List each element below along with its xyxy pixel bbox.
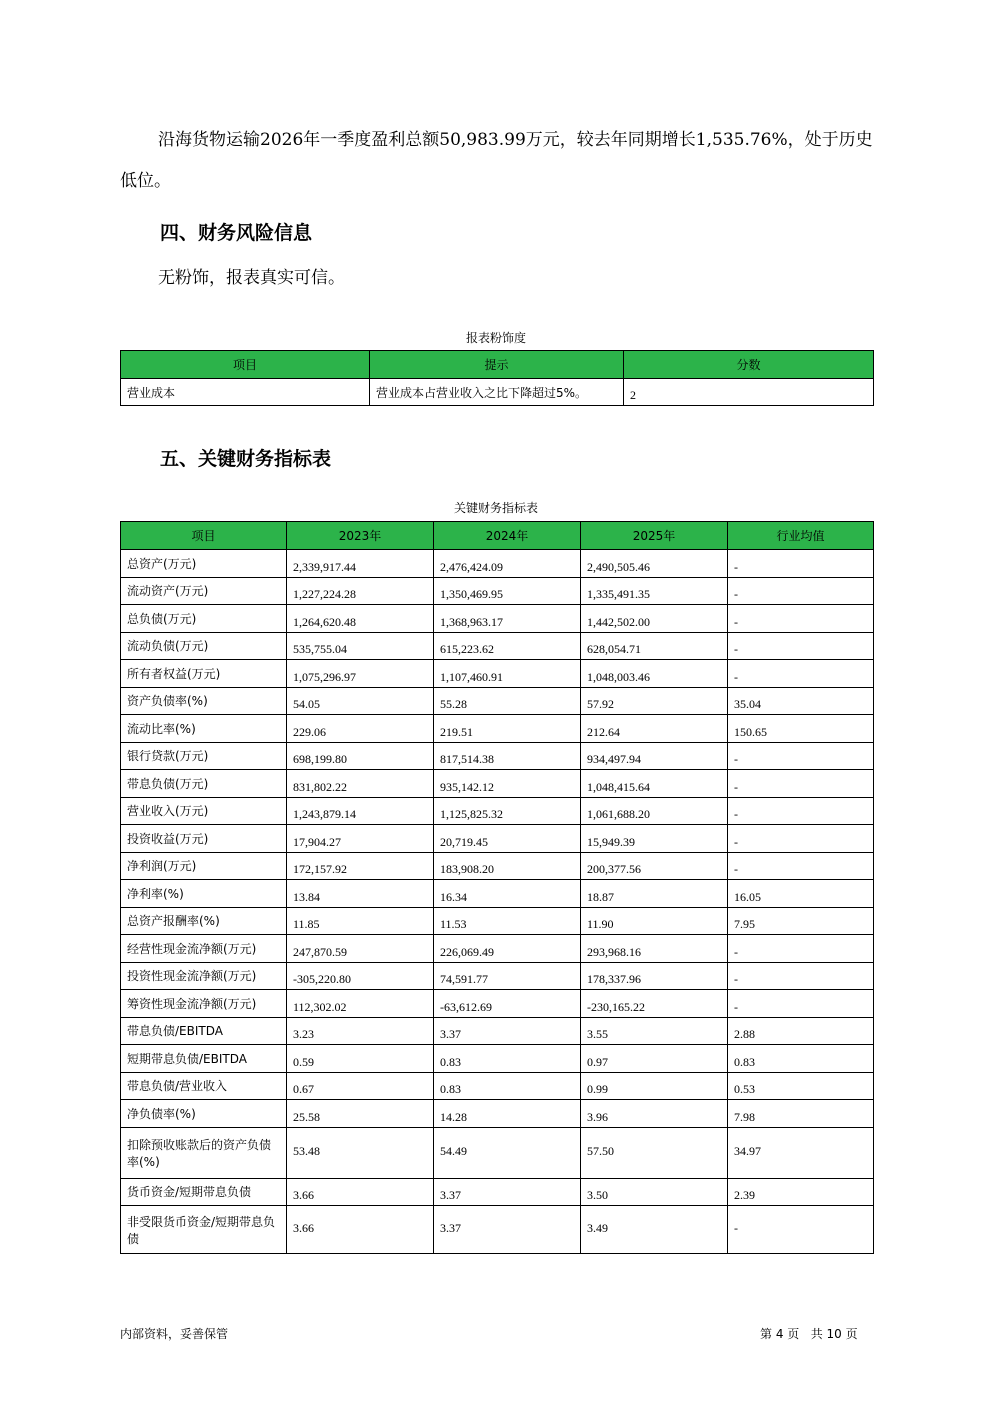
table-cell: 净利率(%) xyxy=(121,880,287,908)
table-cell: 13.84 xyxy=(287,880,434,908)
table2-caption: 关键财务指标表 xyxy=(453,501,538,515)
table-cell: 14.28 xyxy=(434,1100,581,1128)
table-cell: - xyxy=(728,577,874,605)
table-cell: 11.85 xyxy=(287,907,434,935)
table-cell: - xyxy=(728,852,874,880)
table-cell: - xyxy=(728,1206,874,1254)
table-row xyxy=(121,550,874,578)
table-cell: 53.48 xyxy=(287,1127,434,1178)
table-cell: 15,949.39 xyxy=(581,825,728,853)
table-cell: 1,048,003.46 xyxy=(581,660,728,688)
table-row xyxy=(121,687,874,715)
table-cell: 流动负债(万元) xyxy=(121,632,287,660)
table-cell: 1,335,491.35 xyxy=(581,577,728,605)
table-cell: -305,220.80 xyxy=(287,962,434,990)
table-cell: 293,968.16 xyxy=(581,935,728,963)
table-cell: 3.37 xyxy=(434,1017,581,1045)
table-row xyxy=(121,1017,874,1045)
table-cell: 2 xyxy=(624,379,874,406)
table-row xyxy=(121,1045,874,1073)
table-cell: 183,908.20 xyxy=(434,852,581,880)
table-row xyxy=(121,1100,874,1128)
table-cell: 0.83 xyxy=(434,1045,581,1073)
table-cell: 74,591.77 xyxy=(434,962,581,990)
table-cell: 资产负债率(%) xyxy=(121,687,287,715)
table-cell: - xyxy=(728,990,874,1018)
table-cell: 229.06 xyxy=(287,715,434,743)
footer-page-number: 第 4 页 共 10 页 xyxy=(760,1327,858,1341)
table-cell: 银行贷款(万元) xyxy=(121,742,287,770)
table-row xyxy=(121,1178,874,1206)
table-row xyxy=(121,990,874,1018)
table-row xyxy=(121,632,874,660)
table-cell: 总资产报酬率(%) xyxy=(121,907,287,935)
table-cell: 25.58 xyxy=(287,1100,434,1128)
table-cell: 16.34 xyxy=(434,880,581,908)
table-cell: 219.51 xyxy=(434,715,581,743)
table-cell: 1,125,825.32 xyxy=(434,797,581,825)
table-cell: 212.64 xyxy=(581,715,728,743)
table-cell: 带息负债/EBITDA xyxy=(121,1017,287,1045)
table-cell: 带息负债/营业收入 xyxy=(121,1072,287,1100)
table-row xyxy=(121,907,874,935)
table-cell: - xyxy=(728,797,874,825)
table-cell: -63,612.69 xyxy=(434,990,581,1018)
table-row xyxy=(121,742,874,770)
table-cell: - xyxy=(728,742,874,770)
table-cell: 3.50 xyxy=(581,1178,728,1206)
table-cell: 2.39 xyxy=(728,1178,874,1206)
table-cell: 3.37 xyxy=(434,1178,581,1206)
table-cell: - xyxy=(728,962,874,990)
table-cell: 2,339,917.44 xyxy=(287,550,434,578)
section-heading-risk: 四、财务风险信息 xyxy=(160,222,313,244)
table-cell: 2.88 xyxy=(728,1017,874,1045)
table-cell: 54.05 xyxy=(287,687,434,715)
table-cell: 178,337.96 xyxy=(581,962,728,990)
table-cell: 3.66 xyxy=(287,1206,434,1254)
header-cell: 分数 xyxy=(624,351,874,379)
table-cell: 7.98 xyxy=(728,1100,874,1128)
table-row xyxy=(121,962,874,990)
table-cell: 3.66 xyxy=(287,1178,434,1206)
table-cell: 11.53 xyxy=(434,907,581,935)
table-row xyxy=(121,379,874,406)
table-cell: 0.67 xyxy=(287,1072,434,1100)
table-cell: 55.28 xyxy=(434,687,581,715)
table-cell: 57.92 xyxy=(581,687,728,715)
table-row xyxy=(121,1206,874,1254)
embellishment-table xyxy=(120,350,874,406)
table-row xyxy=(121,605,874,633)
table-cell: 投资收益(万元) xyxy=(121,825,287,853)
table-cell: 0.83 xyxy=(728,1045,874,1073)
table-cell: 总资产(万元) xyxy=(121,550,287,578)
table-row xyxy=(121,577,874,605)
table-cell: - xyxy=(728,550,874,578)
header-cell: 2024年 xyxy=(434,522,581,550)
header-cell: 2023年 xyxy=(287,522,434,550)
table-cell: 112,302.02 xyxy=(287,990,434,1018)
table-cell: 18.87 xyxy=(581,880,728,908)
table-cell: - xyxy=(728,605,874,633)
table-cell: 1,264,620.48 xyxy=(287,605,434,633)
table-cell: 0.99 xyxy=(581,1072,728,1100)
table-cell: 17,904.27 xyxy=(287,825,434,853)
table-header-row xyxy=(121,351,874,379)
table-cell: 非受限货币资金/短期带息负债 xyxy=(121,1206,287,1254)
table-cell: 3.23 xyxy=(287,1017,434,1045)
table-cell: 总负债(万元) xyxy=(121,605,287,633)
table-cell: 2,490,505.46 xyxy=(581,550,728,578)
table-row xyxy=(121,852,874,880)
table-cell: 535,755.04 xyxy=(287,632,434,660)
table-row xyxy=(121,715,874,743)
table-cell: 3.55 xyxy=(581,1017,728,1045)
paragraph-profit-line2: 低位。 xyxy=(120,171,171,191)
table-cell: 831,802.22 xyxy=(287,770,434,798)
table-cell: 营业收入(万元) xyxy=(121,797,287,825)
table-cell: 3.96 xyxy=(581,1100,728,1128)
table-cell: 200,377.56 xyxy=(581,852,728,880)
table-row xyxy=(121,1072,874,1100)
table-cell: 流动资产(万元) xyxy=(121,577,287,605)
table-cell: 1,048,415.64 xyxy=(581,770,728,798)
header-cell: 2025年 xyxy=(581,522,728,550)
table-row xyxy=(121,825,874,853)
table-cell: 3.37 xyxy=(434,1206,581,1254)
table-cell: 150.65 xyxy=(728,715,874,743)
table-cell: - xyxy=(728,660,874,688)
table-cell: - xyxy=(728,935,874,963)
table-cell: 11.90 xyxy=(581,907,728,935)
table-cell: 所有者权益(万元) xyxy=(121,660,287,688)
table-cell: 营业成本占营业收入之比下降超过5%。 xyxy=(370,379,624,406)
table-cell: 615,223.62 xyxy=(434,632,581,660)
table-cell: 1,107,460.91 xyxy=(434,660,581,688)
table-cell: 带息负债(万元) xyxy=(121,770,287,798)
table-cell: 2,476,424.09 xyxy=(434,550,581,578)
table-cell: 16.05 xyxy=(728,880,874,908)
table-cell: 1,350,469.95 xyxy=(434,577,581,605)
table-cell: 935,142.12 xyxy=(434,770,581,798)
table-cell: -230,165.22 xyxy=(581,990,728,1018)
table-row xyxy=(121,797,874,825)
table-cell: 1,368,963.17 xyxy=(434,605,581,633)
table-cell: 流动比率(%) xyxy=(121,715,287,743)
header-cell: 项目 xyxy=(121,522,287,550)
paragraph-profit xyxy=(120,120,880,202)
table-cell: 34.97 xyxy=(728,1127,874,1178)
table-cell: 817,514.38 xyxy=(434,742,581,770)
table-cell: 226,069.49 xyxy=(434,935,581,963)
table-cell: 筹资性现金流净额(万元) xyxy=(121,990,287,1018)
table-cell: - xyxy=(728,632,874,660)
table1-caption: 报表粉饰度 xyxy=(465,331,526,345)
table-cell: 净利润(万元) xyxy=(121,852,287,880)
table-row xyxy=(121,1127,874,1178)
paragraph-risk: 无粉饰，报表真实可信。 xyxy=(158,268,345,288)
financial-indicators-table xyxy=(120,521,874,1254)
table-cell: 1,061,688.20 xyxy=(581,797,728,825)
table-cell: 0.83 xyxy=(434,1072,581,1100)
table-cell: 净负债率(%) xyxy=(121,1100,287,1128)
table-cell: 货币资金/短期带息负债 xyxy=(121,1178,287,1206)
table-header-row xyxy=(121,522,874,550)
table-cell: 经营性现金流净额(万元) xyxy=(121,935,287,963)
table-cell: 172,157.92 xyxy=(287,852,434,880)
table-row xyxy=(121,660,874,688)
paragraph-profit-line1: 沿海货物运输2026年一季度盈利总额50,983.99万元，较去年同期增长1,535.76%，处于历史 xyxy=(158,130,873,150)
table-cell: 扣除预收账款后的资产负债率(%) xyxy=(121,1127,287,1178)
section-heading-indicators: 五、关键财务指标表 xyxy=(160,448,332,470)
table-cell: 短期带息负债/EBITDA xyxy=(121,1045,287,1073)
table-cell: 1,243,879.14 xyxy=(287,797,434,825)
table-cell: 0.53 xyxy=(728,1072,874,1100)
table-cell: 0.59 xyxy=(287,1045,434,1073)
table-cell: 投资性现金流净额(万元) xyxy=(121,962,287,990)
table-cell: 1,075,296.97 xyxy=(287,660,434,688)
table-cell: 0.97 xyxy=(581,1045,728,1073)
table-cell: 57.50 xyxy=(581,1127,728,1178)
table-row xyxy=(121,880,874,908)
table-cell: 628,054.71 xyxy=(581,632,728,660)
table-cell: 54.49 xyxy=(434,1127,581,1178)
header-cell: 项目 xyxy=(121,351,370,379)
header-cell: 行业均值 xyxy=(728,522,874,550)
table-cell: 698,199.80 xyxy=(287,742,434,770)
table-cell: 1,227,224.28 xyxy=(287,577,434,605)
footer-left: 内部资料，妥善保管 xyxy=(120,1327,229,1341)
table-cell: 934,497.94 xyxy=(581,742,728,770)
table-cell: 20,719.45 xyxy=(434,825,581,853)
table-cell: 7.95 xyxy=(728,907,874,935)
table-cell: - xyxy=(728,770,874,798)
table-cell: 247,870.59 xyxy=(287,935,434,963)
table-cell: 3.49 xyxy=(581,1206,728,1254)
table-cell: 35.04 xyxy=(728,687,874,715)
table-cell: 营业成本 xyxy=(121,379,370,406)
table-cell: 1,442,502.00 xyxy=(581,605,728,633)
table-row xyxy=(121,770,874,798)
table-cell: - xyxy=(728,825,874,853)
header-cell: 提示 xyxy=(370,351,624,379)
table-row xyxy=(121,935,874,963)
